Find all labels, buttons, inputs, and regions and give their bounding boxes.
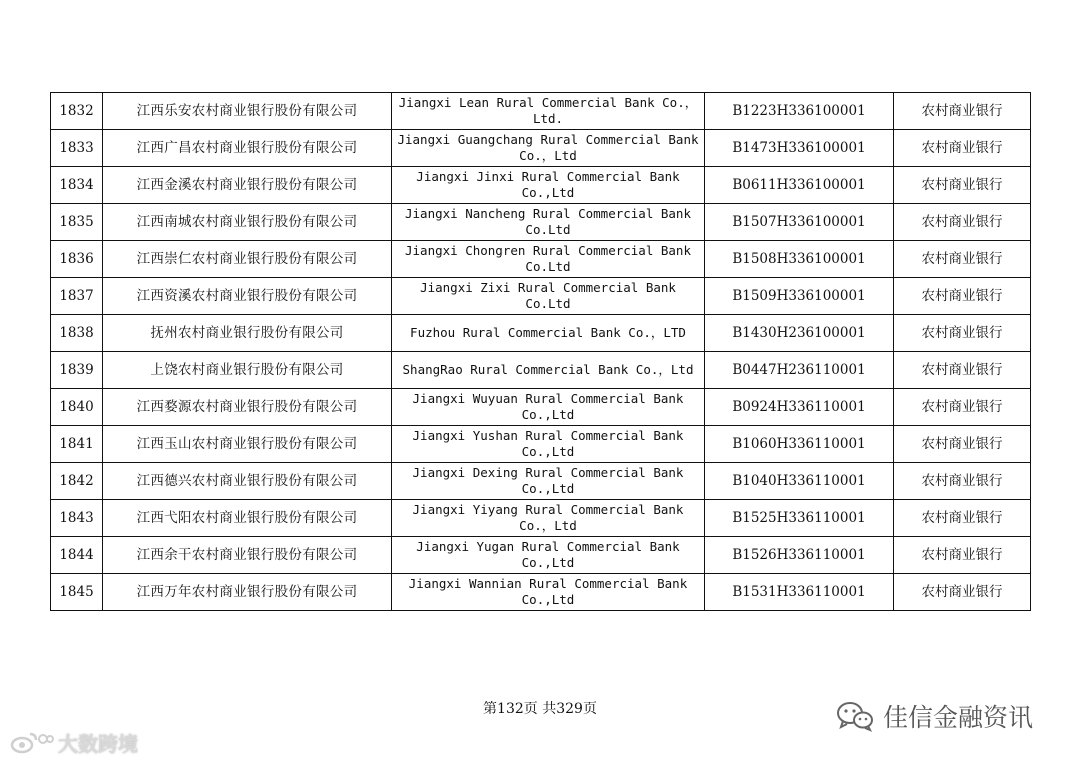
watermark-right bbox=[835, 698, 1033, 734]
bank-name-cn-cell: 上饶农村商业银行股份有限公司 bbox=[103, 352, 392, 389]
institution-type-cell: 农村商业银行 bbox=[894, 130, 1031, 167]
row-number-cell: 1832 bbox=[51, 93, 103, 130]
institution-code-cell: B1509H336100001 bbox=[705, 278, 894, 315]
bank-name-cn-cell: 江西弋阳农村商业银行股份有限公司 bbox=[103, 500, 392, 537]
table-row bbox=[51, 389, 1031, 426]
institution-type-cell: 农村商业银行 bbox=[894, 241, 1031, 278]
watermark-left-text: 大数跨境 bbox=[58, 732, 138, 756]
row-number-cell: 1835 bbox=[51, 204, 103, 241]
table-row bbox=[51, 93, 1031, 130]
bank-list-table bbox=[50, 92, 1031, 611]
institution-type-cell: 农村商业银行 bbox=[894, 426, 1031, 463]
table-row bbox=[51, 130, 1031, 167]
bank-name-en-cell: Jiangxi Yushan Rural Commercial Bank Co.,Ltd bbox=[392, 426, 705, 463]
institution-type-cell: 农村商业银行 bbox=[894, 574, 1031, 611]
bank-name-en-cell: Jiangxi Guangchang Rural Commercial Bank Co.，Ltd bbox=[392, 130, 705, 167]
institution-code-cell: B1040H336110001 bbox=[705, 463, 894, 500]
institution-type-cell: 农村商业银行 bbox=[894, 463, 1031, 500]
institution-code-cell: B0447H236110001 bbox=[705, 352, 894, 389]
bank-name-en-cell: Jiangxi Lean Rural Commercial Bank Co.，Ltd. bbox=[392, 93, 705, 130]
bank-name-en-cell: Jiangxi Yiyang Rural Commercial Bank Co.，Ltd bbox=[392, 500, 705, 537]
table-row bbox=[51, 241, 1031, 278]
row-number-cell: 1844 bbox=[51, 537, 103, 574]
bank-name-en-cell: Jiangxi Zixi Rural Commercial Bank Co.Ltd bbox=[392, 278, 705, 315]
institution-type-cell: 农村商业银行 bbox=[894, 278, 1031, 315]
row-number-cell: 1841 bbox=[51, 426, 103, 463]
institution-type-cell: 农村商业银行 bbox=[894, 389, 1031, 426]
row-number-cell: 1845 bbox=[51, 574, 103, 611]
bank-name-en-cell: Jiangxi Chongren Rural Commercial Bank Co.Ltd bbox=[392, 241, 705, 278]
bank-name-cn-cell: 江西玉山农村商业银行股份有限公司 bbox=[103, 426, 392, 463]
institution-code-cell: B1473H336100001 bbox=[705, 130, 894, 167]
watermark-left bbox=[10, 728, 138, 757]
table-row bbox=[51, 426, 1031, 463]
bank-name-cn-cell: 江西资溪农村商业银行股份有限公司 bbox=[103, 278, 392, 315]
bank-name-en-cell: Jiangxi Dexing Rural Commercial Bank Co.,Ltd bbox=[392, 463, 705, 500]
bank-name-cn-cell: 江西广昌农村商业银行股份有限公司 bbox=[103, 130, 392, 167]
bank-name-en-cell: Jiangxi Wuyuan Rural Commercial Bank Co.,Ltd bbox=[392, 389, 705, 426]
institution-code-cell: B1508H336100001 bbox=[705, 241, 894, 278]
bank-name-cn-cell: 江西婺源农村商业银行股份有限公司 bbox=[103, 389, 392, 426]
bank-name-en-cell: Fuzhou Rural Commercial Bank Co.，LTD bbox=[392, 315, 705, 352]
row-number-cell: 1837 bbox=[51, 278, 103, 315]
bank-name-cn-cell: 江西万年农村商业银行股份有限公司 bbox=[103, 574, 392, 611]
bank-name-en-cell: Jiangxi Wannian Rural Commercial Bank Co.,Ltd bbox=[392, 574, 705, 611]
row-number-cell: 1842 bbox=[51, 463, 103, 500]
table-row bbox=[51, 204, 1031, 241]
institution-code-cell: B1430H236100001 bbox=[705, 315, 894, 352]
table-row bbox=[51, 500, 1031, 537]
bank-name-en-cell: Jiangxi Yugan Rural Commercial Bank Co.,Ltd bbox=[392, 537, 705, 574]
bank-name-cn-cell: 江西德兴农村商业银行股份有限公司 bbox=[103, 463, 392, 500]
row-number-cell: 1839 bbox=[51, 352, 103, 389]
table-row bbox=[51, 352, 1031, 389]
table-row bbox=[51, 167, 1031, 204]
row-number-cell: 1838 bbox=[51, 315, 103, 352]
table-row bbox=[51, 537, 1031, 574]
institution-type-cell: 农村商业银行 bbox=[894, 93, 1031, 130]
row-number-cell: 1833 bbox=[51, 130, 103, 167]
institution-type-cell: 农村商业银行 bbox=[894, 500, 1031, 537]
weibo-logo-icon bbox=[10, 730, 54, 756]
table-row bbox=[51, 315, 1031, 352]
bank-name-cn-cell: 江西崇仁农村商业银行股份有限公司 bbox=[103, 241, 392, 278]
institution-type-cell: 农村商业银行 bbox=[894, 352, 1031, 389]
institution-type-cell: 农村商业银行 bbox=[894, 537, 1031, 574]
table-row bbox=[51, 463, 1031, 500]
bank-name-cn-cell: 江西乐安农村商业银行股份有限公司 bbox=[103, 93, 392, 130]
institution-code-cell: B0924H336110001 bbox=[705, 389, 894, 426]
table-body bbox=[51, 93, 1031, 611]
institution-type-cell: 农村商业银行 bbox=[894, 315, 1031, 352]
bank-name-cn-cell: 江西余干农村商业银行股份有限公司 bbox=[103, 537, 392, 574]
table-row bbox=[51, 574, 1031, 611]
institution-code-cell: B1525H336110001 bbox=[705, 500, 894, 537]
institution-code-cell: B1507H336100001 bbox=[705, 204, 894, 241]
institution-code-cell: B1223H336100001 bbox=[705, 93, 894, 130]
bank-list-table-container bbox=[50, 92, 1030, 611]
page-number: 第132页 共329页 bbox=[483, 701, 597, 717]
bank-name-cn-cell: 抚州农村商业银行股份有限公司 bbox=[103, 315, 392, 352]
bank-name-en-cell: Jiangxi Jinxi Rural Commercial Bank Co.,Ltd bbox=[392, 167, 705, 204]
table-row bbox=[51, 278, 1031, 315]
row-number-cell: 1834 bbox=[51, 167, 103, 204]
bank-name-en-cell: Jiangxi Nancheng Rural Commercial Bank Co.Ltd bbox=[392, 204, 705, 241]
institution-code-cell: B1531H336110001 bbox=[705, 574, 894, 611]
wechat-logo-icon bbox=[835, 700, 875, 732]
institution-code-cell: B0611H336100001 bbox=[705, 167, 894, 204]
bank-name-cn-cell: 江西南城农村商业银行股份有限公司 bbox=[103, 204, 392, 241]
row-number-cell: 1843 bbox=[51, 500, 103, 537]
institution-code-cell: B1526H336110001 bbox=[705, 537, 894, 574]
institution-type-cell: 农村商业银行 bbox=[894, 204, 1031, 241]
bank-name-en-cell: ShangRao Rural Commercial Bank Co.，Ltd bbox=[392, 352, 705, 389]
row-number-cell: 1840 bbox=[51, 389, 103, 426]
institution-type-cell: 农村商业银行 bbox=[894, 167, 1031, 204]
institution-code-cell: B1060H336110001 bbox=[705, 426, 894, 463]
watermark-right-text: 佳信金融资讯 bbox=[883, 703, 1034, 732]
row-number-cell: 1836 bbox=[51, 241, 103, 278]
bank-name-cn-cell: 江西金溪农村商业银行股份有限公司 bbox=[103, 167, 392, 204]
